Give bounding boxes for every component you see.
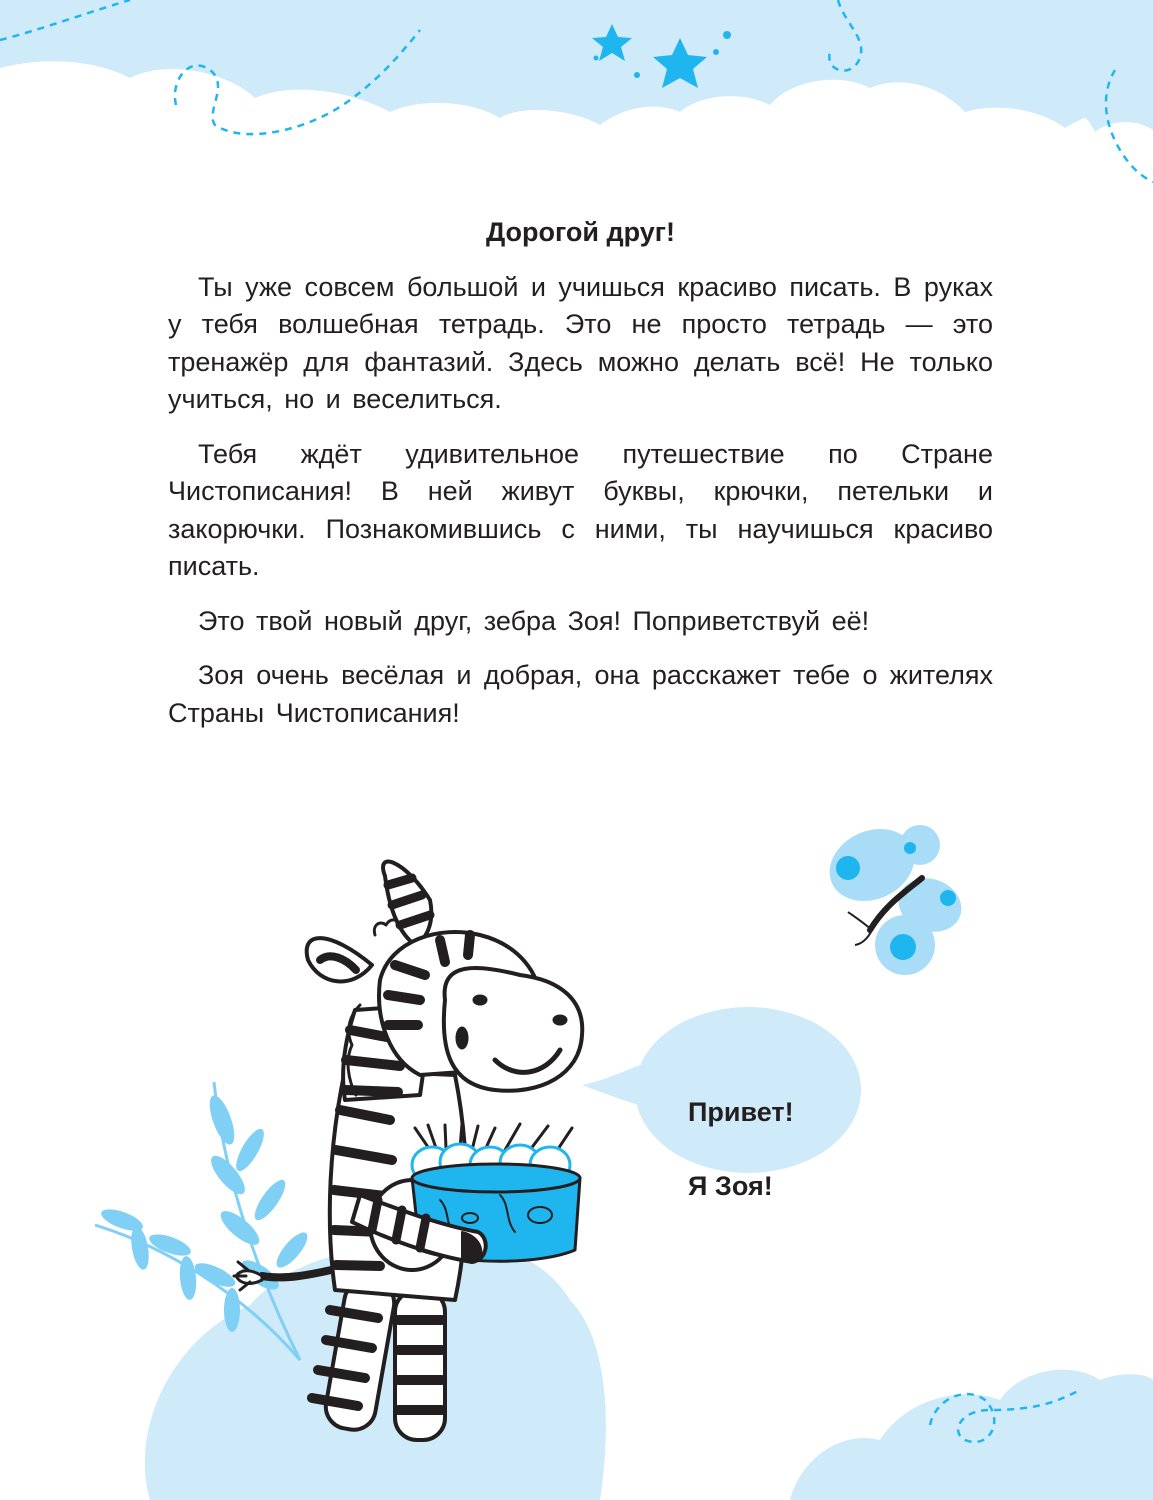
speech-line-1: Привет! [688, 1097, 794, 1127]
speech-line-2: Я Зоя! [688, 1171, 773, 1201]
bottom-clouds [145, 1244, 1153, 1500]
speech-bubble-text [688, 1057, 828, 1242]
fern-icon [95, 1082, 312, 1360]
letter-paragraph: Зоя очень весёлая и добрая, она расскажет тебе о жителях Страны Чистописания! [168, 660, 993, 728]
letter-paragraph: Это твой новый друг, зебра Зоя! Поприветствуй её! [198, 605, 870, 636]
letter-paragraph: Тебя ждёт удивительное путешествие по Стране Чистописания! В ней живут буквы, крючки, петельки и закорючки. Познакомившись с ними, ты научишься красиво писать. [168, 438, 993, 581]
letter-text [168, 214, 993, 749]
butterfly-icon [818, 816, 969, 975]
letter-paragraph: Ты уже совсем большой и учишься красиво писать. В руках у тебя волшебная тетрадь. Это не просто тетрадь — это тренажёр для фантазий. Здесь можно делать всё! Не только учиться, но и веселиться. [168, 271, 993, 414]
top-clouds [0, 0, 1153, 132]
letter-heading: Дорогой друг! [485, 217, 676, 247]
